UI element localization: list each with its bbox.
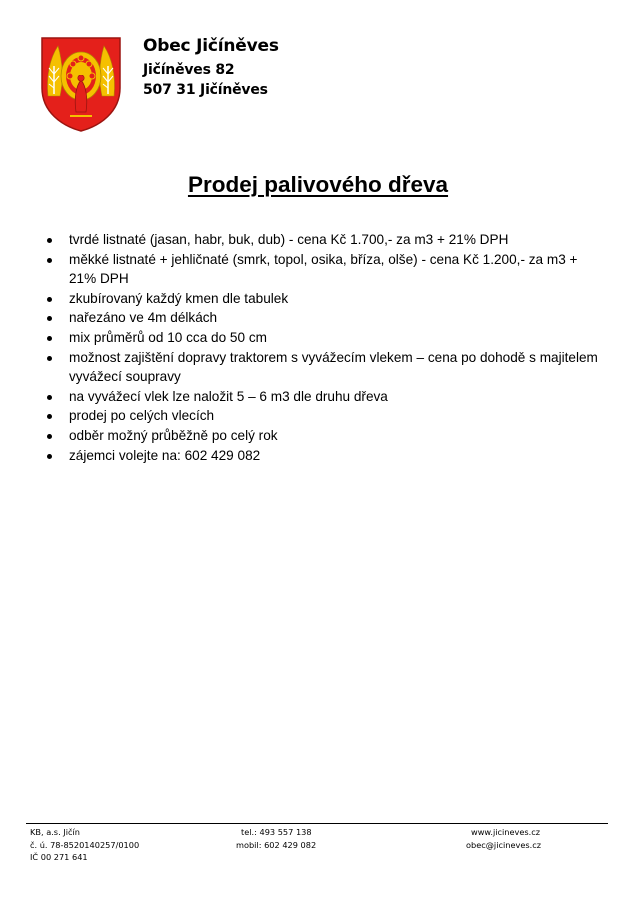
list-item xyxy=(44,426,604,446)
list-item-text: nařezáno ve 4m délkách xyxy=(69,310,218,326)
bullet-icon xyxy=(47,454,52,459)
list-item xyxy=(44,308,604,328)
list-item xyxy=(44,387,604,407)
list-item-text: prodej po celých vlecích xyxy=(69,408,215,424)
list-item xyxy=(44,289,604,309)
bullet-icon xyxy=(47,258,52,263)
footer-bank-info xyxy=(30,826,139,864)
bullet-icon xyxy=(47,434,52,439)
list-item-text: odběr možný průběžně po celý rok xyxy=(69,427,278,443)
list-item xyxy=(44,250,604,289)
footer-ic: IČ 00 271 641 xyxy=(30,852,88,862)
list-item xyxy=(44,348,604,387)
address-city: 507 31 Jičíněves xyxy=(143,82,268,98)
footer-web-info xyxy=(466,826,541,851)
footer-web-link[interactable]: www.jicineves.cz xyxy=(471,827,541,837)
list-item-text: tvrdé listnaté (jasan, habr, buk, dub) - cena Kč 1.700,- za m3 + 21% DPH xyxy=(69,232,509,247)
bullet-icon xyxy=(47,238,52,243)
list-item xyxy=(44,230,604,250)
footer-email-link[interactable]: obec@jicineves.cz xyxy=(466,839,542,850)
bullet-icon xyxy=(47,297,52,302)
footer-mobile: mobil: 602 429 082 xyxy=(236,839,317,850)
list-item-text: mix průměrů od 10 cca do 50 cm xyxy=(69,329,267,345)
list-item-text: možnost zajištění dopravy traktorem s vyvážecím vlekem – cena po dohodě s majitelem vyvážecí soupravy xyxy=(69,349,598,385)
list-item-text: na vyvážecí vlek lze naložit 5 – 6 m3 dle druhu dřeva xyxy=(69,388,388,404)
list-item-text: měkké listnaté + jehličnaté (smrk, topol, osika, bříza, olše) - cena Kč 1.200,- za m3 + 21% DPH xyxy=(69,251,578,287)
list-item-text: zájemci volejte na: 602 429 082 xyxy=(69,447,261,463)
bullet-icon xyxy=(47,316,52,321)
footer-tel: tel.: 493 557 138 xyxy=(241,827,312,837)
list-item xyxy=(44,406,604,426)
offer-list xyxy=(44,230,604,465)
list-item-text: zkubírovaný každý kmen dle tabulek xyxy=(69,290,289,306)
footer-bank: KB, a.s. Jičín xyxy=(30,827,80,837)
address-street: Jičíněves 82 xyxy=(143,62,235,78)
bullet-icon xyxy=(47,356,52,361)
footer-account: č. ú. 78-8520140257/0100 xyxy=(30,839,140,850)
bullet-icon xyxy=(47,336,52,341)
footer-divider xyxy=(26,823,608,824)
footer-phone-info xyxy=(236,826,316,851)
list-item xyxy=(44,446,604,466)
organization-name: Obec Jičíněves xyxy=(143,36,279,56)
list-item xyxy=(44,328,604,348)
bullet-icon xyxy=(47,414,52,419)
bullet-icon xyxy=(47,395,52,400)
document-title: Prodej palivového dřeva xyxy=(187,172,449,197)
letterhead xyxy=(143,38,279,103)
coat-of-arms-icon xyxy=(40,36,122,132)
